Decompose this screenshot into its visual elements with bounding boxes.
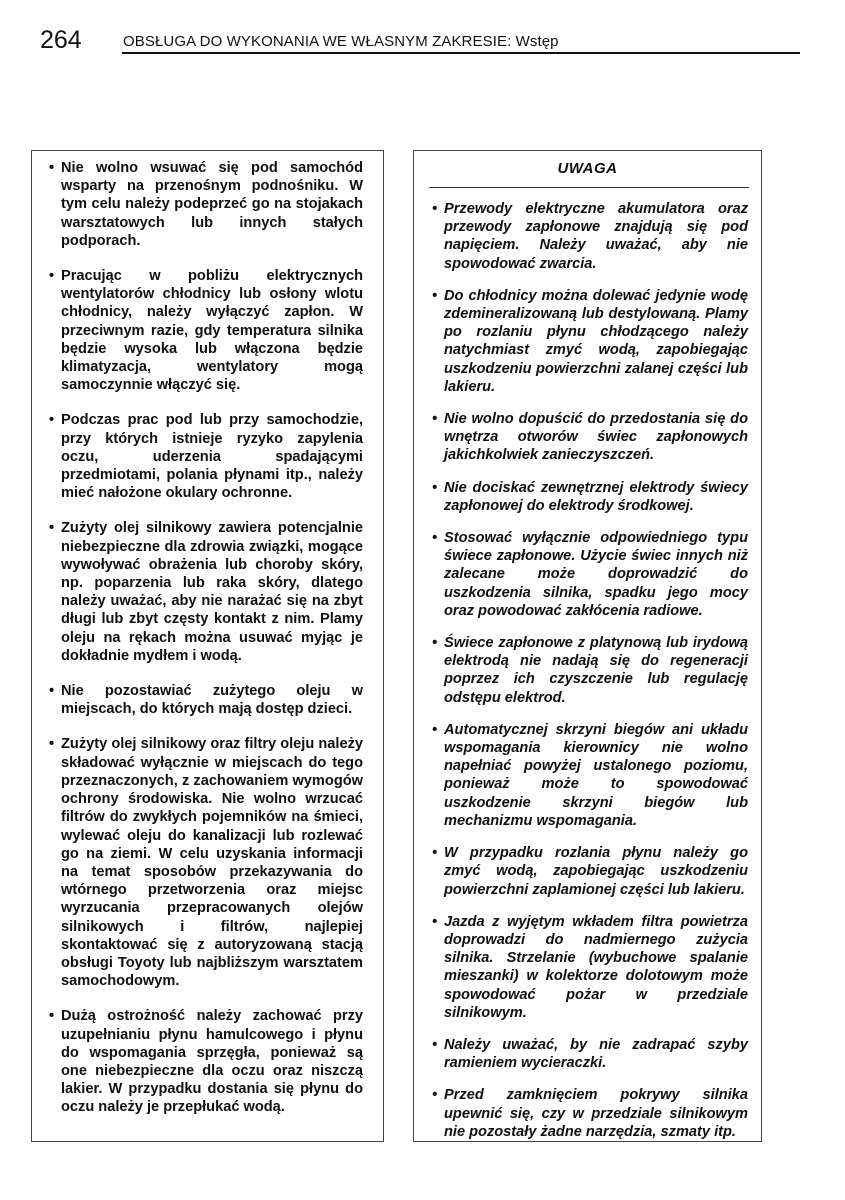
warning-box-left (31, 150, 384, 1142)
page-number: 264 (40, 26, 82, 54)
header-rule (122, 52, 800, 54)
list-item: • Podczas prac pod lub przy samochodzie, przy których istnieje ryzyko zapylenia oczu, uderzenia spadającymi przedmiotami, polania płynami itp., należy mieć nałożone okulary ochronne. (49, 411, 363, 502)
list-item: • Należy uważać, by nie zadrapać szyby ramieniem wycieraczki. (432, 1036, 748, 1072)
uwaga-bullet-list (414, 200, 748, 1141)
left-bullet-list (32, 151, 363, 1117)
uwaga-rule (429, 187, 749, 188)
list-item: • Zużyty olej silnikowy zawiera potencjalnie niebezpieczne dla zdrowia związki, mogące wywoływać obrażenia lub choroby skóry, np. poparzenia lub raka skóry, dlatego należy uważać, aby nie narażać się na zbyt długi lub zbyt częsty kontakt z nim. Plamy oleju na rękach można usuwać myjąc je dokładnie mydłem i wodą. (49, 519, 363, 665)
list-item: • Dużą ostrożność należy zachować przy uzupełnianiu płynu hamulcowego i płynu do wspomagania sprzęgła, ponieważ są one niebezpieczne dla oczu oraz niszczą lakier. W przypadku dostania się płynu do oczu należy je przepłukać wodą. (49, 1007, 363, 1116)
uwaga-title: UWAGA (557, 160, 618, 177)
list-item: • Jazda z wyjętym wkładem filtra powietrza doprowadzi do nadmiernego zużycia silnika. Strzelanie (wybuchowe spalanie mieszanki) w kolektorze dolotowym może spowodować pożar w przedziale silnikowym. (432, 913, 748, 1022)
list-item: • Zużyty olej silnikowy oraz filtry oleju należy składować wyłącznie w miejscach do tego przeznaczonych, z zachowaniem wymogów ochrony środowiska. Nie wolno wrzucać filtrów do zwykłych pojemników na śmieci, wylewać oleju do kanalizacji lub rozlewać go na ziemi. W celu uzyskania informacji na temat sposobów przekazywania do wtórnego przetworzenia oraz miejsc wyrzucania przepracowanych olejów silnikowych i filtrów, najlepiej skontaktować się z autoryzowaną stacją obsługi Toyoty lub najbliższym warsztatem samochodowym. (49, 735, 363, 990)
list-item: • Nie dociskać zewnętrznej elektrody świecy zapłonowej do elektrody środkowej. (432, 479, 748, 515)
list-item: • W przypadku rozlania płynu należy go zmyć wodą, zapobiegając uszkodzeniu powierzchni zaplamionej części lub lakieru. (432, 844, 748, 899)
list-item: • Stosować wyłącznie odpowiedniego typu świece zapłonowe. Użycie świec innych niż zalecane może doprowadzić do uszkodzenia silnika, spadku jego mocy oraz powodować zakłócenia radiowe. (432, 529, 748, 620)
list-item: • Nie wolno wsuwać się pod samochód wsparty na przenośnym podnośniku. W tym celu należy podeprzeć go na stojakach warsztatowych lub innych stałych podporach. (49, 159, 363, 250)
list-item: • Do chłodnicy można dolewać jedynie wodę zdemineralizowaną lub destylowaną. Plamy po rozlaniu płynu chłodzącego należy natychmiast zmyć wodą, zapobiegając uszkodzeniu powierzchni zalanej części lub lakieru. (432, 287, 748, 396)
list-item: • Świece zapłonowe z platynową lub irydową elektrodą nie nadają się do regeneracji poprzez ich czyszczenie lub regulację odstępu elektrod. (432, 634, 748, 707)
list-item: • Nie pozostawiać zużytego oleju w miejscach, do których mają dostęp dzieci. (49, 682, 363, 718)
list-item: • Przewody elektryczne akumulatora oraz przewody zapłonowe znajdują się pod napięciem. Należy uważać, aby nie spowodować zwarcia. (432, 200, 748, 273)
uwaga-box (413, 150, 762, 1142)
list-item: • Automatycznej skrzyni biegów ani układu wspomagania kierownicy nie wolno napełniać powyżej ustalonego poziomu, ponieważ może to spowodować uszkodzenie skrzyni biegów lub mechanizmu wspomagania. (432, 721, 748, 830)
page-header (40, 26, 760, 54)
section-title: OBSŁUGA DO WYKONANIA WE WŁASNYM ZAKRESIE: Wstęp (123, 33, 559, 50)
list-item: • Nie wolno dopuścić do przedostania się do wnętrza otworów świec zapłonowych jakichkolwiek zanieczyszczeń. (432, 410, 748, 465)
list-item: • Pracując w pobliżu elektrycznych wentylatorów chłodnicy lub osłony wlotu chłodnicy, należy wyłączyć zapłon. W przeciwnym razie, gdy temperatura silnika będzie wysoka lub włączona będzie klimatyzacja, wentylatory mogą samoczynnie włączyć się. (49, 267, 363, 394)
list-item: • Przed zamknięciem pokrywy silnika upewnić się, czy w przedziale silnikowym nie pozostały żadne narzędzia, szmaty itp. (432, 1086, 748, 1141)
